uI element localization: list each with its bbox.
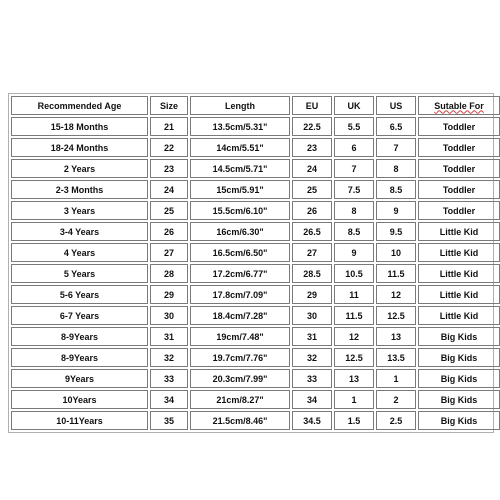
cell-length: 16cm/6.30" [190, 222, 290, 241]
cell-uk: 1 [334, 390, 374, 409]
cell-size: 22 [150, 138, 188, 157]
cell-age: 8-9Years [11, 348, 148, 367]
table-row [11, 264, 500, 283]
table-row [11, 180, 500, 199]
cell-eu: 26.5 [292, 222, 332, 241]
cell-sutable-for: Big Kids [418, 327, 500, 346]
cell-sutable-for: Toddler [418, 180, 500, 199]
cell-eu: 32 [292, 348, 332, 367]
cell-eu: 31 [292, 327, 332, 346]
cell-size: 28 [150, 264, 188, 283]
size-chart [8, 93, 494, 433]
cell-size: 23 [150, 159, 188, 178]
table-row [11, 201, 500, 220]
table-row [11, 306, 500, 325]
cell-eu: 34.5 [292, 411, 332, 430]
header-us: US [376, 96, 416, 115]
cell-eu: 23 [292, 138, 332, 157]
cell-uk: 7 [334, 159, 374, 178]
cell-us: 13 [376, 327, 416, 346]
cell-sutable-for: Toddler [418, 138, 500, 157]
cell-sutable-for: Big Kids [418, 411, 500, 430]
cell-age: 10-11Years [11, 411, 148, 430]
cell-length: 21.5cm/8.46" [190, 411, 290, 430]
cell-length: 21cm/8.27" [190, 390, 290, 409]
cell-age: 4 Years [11, 243, 148, 262]
header-size: Size [150, 96, 188, 115]
table-row [11, 390, 500, 409]
cell-age: 6-7 Years [11, 306, 148, 325]
cell-size: 24 [150, 180, 188, 199]
cell-us: 12 [376, 285, 416, 304]
cell-us: 1 [376, 369, 416, 388]
table-row [11, 348, 500, 367]
table-row [11, 369, 500, 388]
table-row [11, 222, 500, 241]
cell-eu: 26 [292, 201, 332, 220]
cell-us: 11.5 [376, 264, 416, 283]
cell-eu: 25 [292, 180, 332, 199]
cell-length: 14.5cm/5.71" [190, 159, 290, 178]
cell-us: 2.5 [376, 411, 416, 430]
cell-size: 30 [150, 306, 188, 325]
cell-eu: 30 [292, 306, 332, 325]
cell-size: 32 [150, 348, 188, 367]
cell-length: 13.5cm/5.31" [190, 117, 290, 136]
header-uk: UK [334, 96, 374, 115]
cell-age: 5-6 Years [11, 285, 148, 304]
cell-sutable-for: Little Kid [418, 264, 500, 283]
header-eu: EU [292, 96, 332, 115]
cell-us: 12.5 [376, 306, 416, 325]
table-row [11, 327, 500, 346]
cell-uk: 8.5 [334, 222, 374, 241]
table-row [11, 285, 500, 304]
table-row [11, 159, 500, 178]
cell-uk: 6 [334, 138, 374, 157]
cell-uk: 13 [334, 369, 374, 388]
cell-size: 27 [150, 243, 188, 262]
cell-uk: 12.5 [334, 348, 374, 367]
cell-eu: 33 [292, 369, 332, 388]
cell-size: 31 [150, 327, 188, 346]
cell-age: 18-24 Months [11, 138, 148, 157]
cell-length: 14cm/5.51" [190, 138, 290, 157]
header-recommended-age: Recommended Age [11, 96, 148, 115]
cell-age: 15-18 Months [11, 117, 148, 136]
table-row [11, 411, 500, 430]
cell-uk: 9 [334, 243, 374, 262]
cell-eu: 24 [292, 159, 332, 178]
cell-size: 35 [150, 411, 188, 430]
cell-size: 21 [150, 117, 188, 136]
cell-us: 7 [376, 138, 416, 157]
cell-sutable-for: Big Kids [418, 348, 500, 367]
cell-uk: 8 [334, 201, 374, 220]
cell-uk: 1.5 [334, 411, 374, 430]
cell-sutable-for: Little Kid [418, 243, 500, 262]
cell-uk: 10.5 [334, 264, 374, 283]
cell-length: 20.3cm/7.99" [190, 369, 290, 388]
table-row [11, 138, 500, 157]
cell-age: 5 Years [11, 264, 148, 283]
cell-us: 13.5 [376, 348, 416, 367]
cell-length: 17.8cm/7.09" [190, 285, 290, 304]
cell-size: 34 [150, 390, 188, 409]
cell-length: 15cm/5.91" [190, 180, 290, 199]
cell-length: 18.4cm/7.28" [190, 306, 290, 325]
cell-sutable-for: Little Kid [418, 222, 500, 241]
table-header-row [11, 96, 500, 115]
cell-sutable-for: Little Kid [418, 306, 500, 325]
cell-sutable-for: Big Kids [418, 390, 500, 409]
cell-uk: 5.5 [334, 117, 374, 136]
cell-us: 8.5 [376, 180, 416, 199]
cell-us: 8 [376, 159, 416, 178]
cell-sutable-for: Toddler [418, 159, 500, 178]
header-sutable-for-label: Sutable For [434, 100, 484, 111]
cell-size: 26 [150, 222, 188, 241]
cell-length: 17.2cm/6.77" [190, 264, 290, 283]
cell-age: 10Years [11, 390, 148, 409]
table-row [11, 117, 500, 136]
cell-us: 6.5 [376, 117, 416, 136]
cell-age: 9Years [11, 369, 148, 388]
cell-sutable-for: Little Kid [418, 285, 500, 304]
cell-age: 8-9Years [11, 327, 148, 346]
cell-age: 2 Years [11, 159, 148, 178]
cell-length: 15.5cm/6.10" [190, 201, 290, 220]
cell-eu: 27 [292, 243, 332, 262]
cell-sutable-for: Toddler [418, 117, 500, 136]
cell-length: 16.5cm/6.50" [190, 243, 290, 262]
table-row [11, 243, 500, 262]
cell-uk: 12 [334, 327, 374, 346]
cell-length: 19cm/7.48" [190, 327, 290, 346]
cell-us: 10 [376, 243, 416, 262]
cell-eu: 29 [292, 285, 332, 304]
cell-size: 25 [150, 201, 188, 220]
cell-eu: 34 [292, 390, 332, 409]
cell-sutable-for: Toddler [418, 201, 500, 220]
cell-length: 19.7cm/7.76" [190, 348, 290, 367]
cell-us: 9 [376, 201, 416, 220]
cell-eu: 22.5 [292, 117, 332, 136]
cell-age: 3-4 Years [11, 222, 148, 241]
size-table [9, 94, 500, 432]
cell-age: 3 Years [11, 201, 148, 220]
cell-uk: 11 [334, 285, 374, 304]
cell-uk: 7.5 [334, 180, 374, 199]
cell-uk: 11.5 [334, 306, 374, 325]
cell-size: 29 [150, 285, 188, 304]
cell-us: 2 [376, 390, 416, 409]
cell-size: 33 [150, 369, 188, 388]
cell-sutable-for: Big Kids [418, 369, 500, 388]
header-length: Length [190, 96, 290, 115]
cell-us: 9.5 [376, 222, 416, 241]
cell-age: 2-3 Months [11, 180, 148, 199]
cell-eu: 28.5 [292, 264, 332, 283]
header-sutable-for [418, 96, 500, 115]
